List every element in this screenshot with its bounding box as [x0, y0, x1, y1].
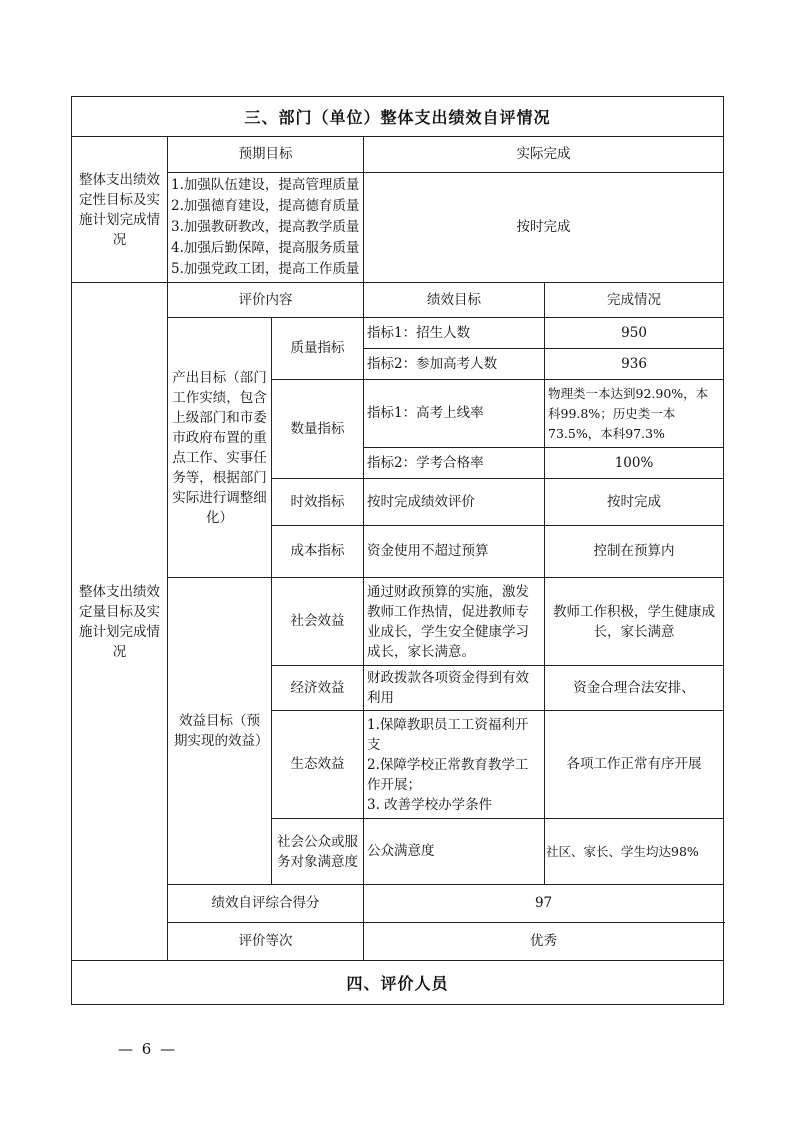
satisfaction-status: 社区、家长、学生均达98%: [545, 819, 724, 885]
score-label: 绩效自评综合得分: [168, 885, 364, 923]
cost-status: 控制在预算内: [545, 526, 724, 578]
quality-indicator-label: 质量指标: [272, 318, 364, 380]
social-benefit-target: 通过财政预算的实施，激发教师工作热情，促进教师专业成长，学生安全健康学习成长，家长满意。: [364, 578, 545, 666]
header-actual-completion: 实际完成: [364, 137, 724, 173]
evaluation-table: [71, 96, 724, 1005]
ecological-benefit-label: 生态效益: [272, 711, 364, 819]
benefit-target-label: 效益目标（预期实现的效益）: [168, 578, 272, 885]
timeliness-target: 按时完成绩效评价: [364, 479, 545, 526]
cost-indicator-label: 成本指标: [272, 526, 364, 578]
goal-item: 4.加强后勤保障，提高服务质量: [171, 240, 360, 256]
quantity-target-1: 指标1：高考上线率: [364, 380, 545, 448]
grade-value: 优秀: [364, 923, 724, 961]
output-target-label: 产出目标（部门工作实绩，包含上级部门和市委市政府布置的重点工作、实事任务等，根据部门实际进行调整细化）: [168, 318, 272, 578]
satisfaction-label: 社会公众或服务对象满意度: [272, 819, 364, 885]
header-performance-target: 绩效目标: [364, 283, 545, 318]
goal-item: 5.加强党政工团，提高工作质量: [171, 261, 360, 277]
actual-completion-value: 按时完成: [364, 173, 724, 283]
social-benefit-status: 教师工作积极，学生健康成长，家长满意: [545, 578, 724, 666]
quantitative-label: 整体支出绩效定量目标及实施计划完成情况: [72, 283, 168, 961]
cost-target: 资金使用不超过预算: [364, 526, 545, 578]
economic-benefit-status: 资金合理合法安排、: [545, 666, 724, 711]
quality-status-2: 936: [545, 349, 724, 380]
goal-item: 1.加强队伍建设，提高管理质量: [171, 177, 360, 193]
quality-status-1: 950: [545, 318, 724, 349]
quantity-status-2: 100%: [545, 448, 724, 479]
evaluation-sheet: [71, 96, 723, 1005]
economic-benefit-target: 财政拨款各项资金得到有效利用: [364, 666, 545, 711]
ecological-benefit-status: 各项工作正常有序开展: [545, 711, 724, 819]
quantity-target-2: 指标2：学考合格率: [364, 448, 545, 479]
grade-label: 评价等次: [168, 923, 364, 961]
quality-target-2: 指标2：参加高考人数: [364, 349, 545, 380]
economic-benefit-label: 经济效益: [272, 666, 364, 711]
ecological-benefit-target: 1.保障教职员工工资福利开支 2.保障学校正常教育教学工作开展； 3. 改善学校办学条件: [364, 711, 545, 819]
goal-item: 2.加强德育建设，提高德育质量: [171, 198, 360, 214]
social-benefit-label: 社会效益: [272, 578, 364, 666]
timeliness-status: 按时完成: [545, 479, 724, 526]
header-completion-status: 完成情况: [545, 283, 724, 318]
section4-title: 四、评价人员: [72, 961, 724, 1005]
qualitative-label: 整体支出绩效定性目标及实施计划完成情况: [72, 137, 168, 283]
page-number: — 6 —: [118, 1040, 178, 1058]
quantity-indicator-label: 数量指标: [272, 380, 364, 479]
quantity-status-1: 物理类一本达到92.90%，本科99.8%；历史类一本73.5%，本科97.3%: [545, 380, 724, 448]
section3-title: 三、部门（单位）整体支出绩效自评情况: [72, 97, 724, 137]
satisfaction-target: 公众满意度: [364, 819, 545, 885]
quality-target-1: 指标1：招生人数: [364, 318, 545, 349]
expected-goals-list: [168, 173, 364, 283]
header-expected-goals: 预期目标: [168, 137, 364, 173]
score-value: 97: [364, 885, 724, 923]
timeliness-indicator-label: 时效指标: [272, 479, 364, 526]
header-evaluation-content: 评价内容: [168, 283, 364, 318]
goal-item: 3.加强教研教改，提高教学质量: [171, 219, 360, 235]
